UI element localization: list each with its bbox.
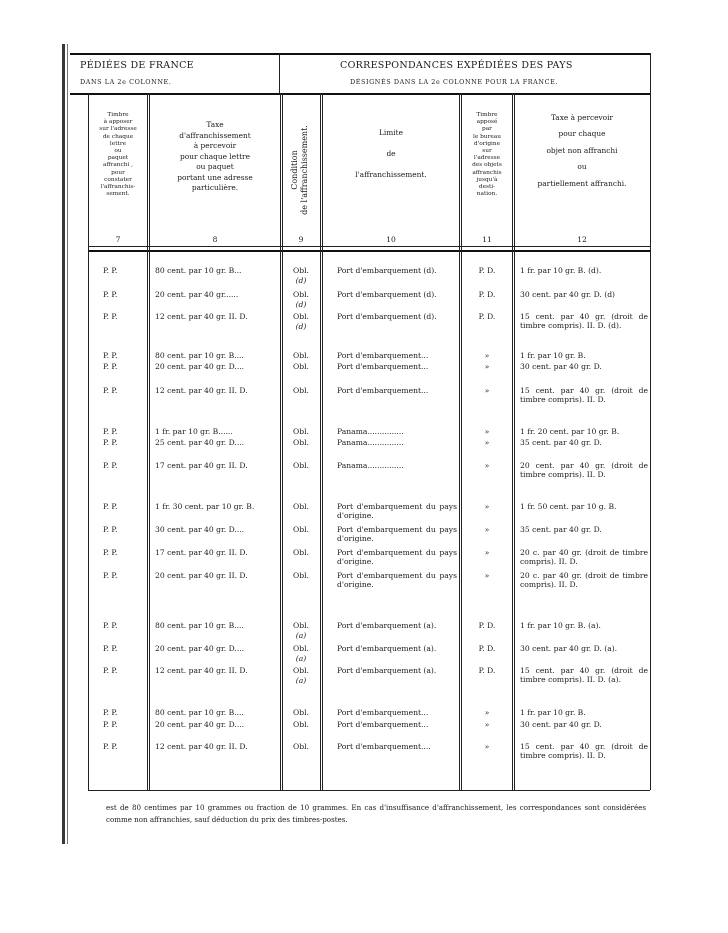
cell-col12-row19: 15 cent. par 40 gr. (droit de timbre compris). II. D.	[520, 742, 648, 760]
cell-col10-row11: Port d'embarquement du pays d'origine.	[337, 525, 457, 543]
cell-col11-row6: »	[484, 386, 490, 395]
cell-col9-note-row1: (d)	[295, 276, 307, 285]
cell-col12-row9: 20 cent. par 40 gr. (droit de timbre compris). II. D.	[520, 461, 648, 479]
body-rule	[88, 250, 650, 252]
cell-col8-row6: 12 cent. par 40 gr. II. D.	[155, 386, 248, 395]
cell-col10-row14: Port d'embarquement (a).	[337, 621, 437, 630]
cell-col8-row12: 17 cent. par 40 gr. II. D.	[155, 548, 248, 557]
cell-col11-row1: P. D.	[478, 266, 496, 275]
col-header-10: Limite de l'affranchissement.	[355, 128, 427, 179]
left-header-subtitle: DANS LA 2e COLONNE.	[80, 78, 172, 86]
cell-col9-row3: Obl.	[293, 312, 309, 321]
cell-col9-row15: Obl.	[293, 644, 309, 653]
cell-col10-row12: Port d'embarquement du pays d'origine.	[337, 548, 457, 566]
cell-col7-row5: P. P.	[103, 362, 118, 371]
col-edge-left	[88, 93, 89, 790]
binding-edge-inner	[67, 44, 68, 844]
cell-col12-row7: 1 fr. 20 cent. par 10 gr. B.	[520, 427, 620, 436]
col-number-12: 12	[577, 235, 587, 244]
cell-col8-row16: 12 cent. par 40 gr. II. D.	[155, 666, 248, 675]
cell-col9-note-row16: (a)	[295, 676, 307, 685]
cell-col12-row5: 30 cent. par 40 gr. D.	[520, 362, 602, 371]
cell-col10-row5: Port d'embarquement...	[337, 362, 429, 371]
cell-col7-row3: P. P.	[103, 312, 118, 321]
cell-col8-row1: 80 cent. par 10 gr. B...	[155, 266, 242, 275]
cell-col10-row19: Port d'embarquement....	[337, 742, 431, 751]
cell-col9-row1: Obl.	[293, 266, 309, 275]
cell-col7-row13: P. P.	[103, 571, 118, 580]
right-header-title: CORRESPONDANCES EXPÉDIÉES DES PAYS	[340, 60, 573, 71]
cell-col9-row8: Obl.	[293, 438, 309, 447]
cell-col10-row1: Port d'embarquement (d).	[337, 266, 437, 275]
cell-col7-row1: P. P.	[103, 266, 118, 275]
cell-col11-row14: P. D.	[478, 621, 496, 630]
left-header-title: PÉDIÉES DE FRANCE	[80, 60, 194, 71]
cell-col12-row4: 1 fr. par 10 gr. B.	[520, 351, 586, 360]
cell-col9-note-row2: (d)	[295, 300, 307, 309]
cell-col8-row15: 20 cent. par 40 gr. D....	[155, 644, 245, 653]
cell-col12-row16: 15 cent. par 40 gr. (droit de timbre compris). II. D. (a).	[520, 666, 648, 684]
col-number-11: 11	[482, 235, 492, 244]
cell-col9-row14: Obl.	[293, 621, 309, 630]
cell-col11-row2: P. D.	[478, 290, 496, 299]
cell-col8-row11: 30 cent. par 40 gr. D....	[155, 525, 245, 534]
col-divider-10-11	[459, 93, 462, 790]
cell-col7-row14: P. P.	[103, 621, 118, 630]
cell-col12-row3: 15 cent. par 40 gr. (droit de timbre compris). II. D. (d).	[520, 312, 648, 330]
cell-col7-row16: P. P.	[103, 666, 118, 675]
cell-col8-row13: 20 cent. par 40 gr. II. D.	[155, 571, 248, 580]
cell-col8-row9: 17 cent. par 40 gr. II. D.	[155, 461, 248, 470]
cell-col9-row2: Obl.	[293, 290, 309, 299]
cell-col11-row8: »	[484, 438, 490, 447]
cell-col7-row10: P. P.	[103, 502, 118, 511]
cell-col8-row19: 12 cent. par 40 gr. II. D.	[155, 742, 248, 751]
cell-col12-row18: 30 cent. par 40 gr. D.	[520, 720, 602, 729]
cell-col7-row9: P. P.	[103, 461, 118, 470]
cell-col11-row10: »	[484, 502, 490, 511]
cell-col10-row18: Port d'embarquement...	[337, 720, 429, 729]
cell-col9-row6: Obl.	[293, 386, 309, 395]
cell-col12-row8: 35 cent. par 40 gr. D.	[520, 438, 602, 447]
col-divider-11-12	[512, 93, 515, 790]
cell-col7-row18: P. P.	[103, 720, 118, 729]
cell-col8-row5: 20 cent. par 40 gr. D....	[155, 362, 245, 371]
col-divider-9-10	[320, 93, 323, 790]
column-number-rule	[88, 246, 650, 247]
cell-col10-row7: Panama...............	[337, 427, 404, 436]
col-divider-7-8	[147, 93, 150, 790]
cell-col12-row17: 1 fr. par 10 gr. B.	[520, 708, 586, 717]
col-header-12: Taxe à percevoir pour chaque objet non affranchi ou partiellement affranchi.	[537, 113, 627, 188]
col-edge-right	[650, 53, 651, 790]
cell-col11-row9: »	[484, 461, 490, 470]
cell-col10-row6: Port d'embarquement...	[337, 386, 429, 395]
cell-col8-row4: 80 cent. par 10 gr. B....	[155, 351, 244, 360]
cell-col9-note-row14: (a)	[295, 631, 307, 640]
cell-col7-row7: P. P.	[103, 427, 118, 436]
cell-col10-row16: Port d'embarquement (a).	[337, 666, 437, 675]
bottom-rule	[88, 790, 650, 791]
cell-col10-row13: Port d'embarquement du pays d'origine.	[337, 571, 457, 589]
right-header-subtitle: DÉSIGNÉS DANS LA 2e COLONNE POUR LA FRANCE.	[350, 78, 558, 86]
cell-col9-row5: Obl.	[293, 362, 309, 371]
cell-col10-row4: Port d'embarquement...	[337, 351, 429, 360]
cell-col10-row15: Port d'embarquement (a).	[337, 644, 437, 653]
col-header-8: Taxe d'affranchissement à percevoir pour chaque lettre ou paquet portant une adresse particulière.	[177, 120, 253, 192]
cell-col7-row11: P. P.	[103, 525, 118, 534]
header-rule	[70, 93, 650, 95]
cell-col12-row12: 20 c. par 40 gr. (droit de timbre compris). II. D.	[520, 548, 648, 566]
cell-col12-row10: 1 fr. 50 cent. par 10 g. B.	[520, 502, 617, 511]
cell-col10-row10: Port d'embarquement du pays d'origine.	[337, 502, 457, 520]
cell-col12-row13: 20 c. par 40 gr. (droit de timbre compris). II. D.	[520, 571, 648, 589]
col-divider-8-9	[280, 93, 283, 790]
cell-col11-row4: »	[484, 351, 490, 360]
col-number-8: 8	[212, 235, 218, 244]
cell-col7-row15: P. P.	[103, 644, 118, 653]
cell-col11-row12: »	[484, 548, 490, 557]
col-number-7: 7	[115, 235, 121, 244]
cell-col9-note-row15: (a)	[295, 654, 307, 663]
cell-col9-row11: Obl.	[293, 525, 309, 534]
cell-col9-row12: Obl.	[293, 548, 309, 557]
cell-col9-row18: Obl.	[293, 720, 309, 729]
col-header-7: Timbre à apposer sur l'adresse de chaque lettre ou paquet affranchi , pour constater l'affranchis- sement.	[99, 112, 137, 198]
cell-col7-row2: P. P.	[103, 290, 118, 299]
cell-col11-row15: P. D.	[478, 644, 496, 653]
cell-col8-row7: 1 fr. par 10 gr. B......	[155, 427, 233, 436]
top-rule	[70, 53, 650, 55]
col-number-10: 10	[386, 235, 396, 244]
col-number-9: 9	[298, 235, 304, 244]
cell-col12-row15: 30 cent. par 40 gr. D. (a).	[520, 644, 618, 653]
cell-col9-row10: Obl.	[293, 502, 309, 511]
cell-col10-row2: Port d'embarquement (d).	[337, 290, 437, 299]
cell-col12-row11: 35 cent. par 40 gr. D.	[520, 525, 602, 534]
cell-col11-row19: »	[484, 742, 490, 751]
cell-col10-row17: Port d'embarquement...	[337, 708, 429, 717]
cell-col12-row2: 30 cent. par 40 gr. D. (d)	[520, 290, 616, 299]
cell-col9-row16: Obl.	[293, 666, 309, 675]
cell-col8-row14: 80 cent. par 10 gr. B....	[155, 621, 244, 630]
cell-col12-row6: 15 cent. par 40 gr. (droit de timbre compris). II. D.	[520, 386, 648, 404]
col-header-11: Timbre apposé par le bureau d'origine sur l'adresse des objets affranchis jusqu'à desti- nation.	[472, 112, 502, 198]
cell-col11-row3: P. D.	[478, 312, 496, 321]
cell-col11-row11: »	[484, 525, 490, 534]
cell-col11-row18: »	[484, 720, 490, 729]
cell-col8-row17: 80 cent. par 10 gr. B....	[155, 708, 244, 717]
header-divider	[279, 53, 280, 93]
cell-col9-row4: Obl.	[293, 351, 309, 360]
cell-col11-row7: »	[484, 427, 490, 436]
cell-col9-row13: Obl.	[293, 571, 309, 580]
cell-col8-row3: 12 cent. par 40 gr. II. D.	[155, 312, 248, 321]
cell-col10-row9: Panama...............	[337, 461, 404, 470]
col-header-9: Condition de l'affranchissement.	[290, 125, 309, 215]
cell-col7-row6: P. P.	[103, 386, 118, 395]
cell-col8-row18: 20 cent. par 40 gr. D....	[155, 720, 245, 729]
cell-col7-row17: P. P.	[103, 708, 118, 717]
cell-col7-row8: P. P.	[103, 438, 118, 447]
cell-col10-row8: Panama...............	[337, 438, 404, 447]
cell-col8-row8: 25 cent. par 40 gr. D....	[155, 438, 245, 447]
cell-col9-row7: Obl.	[293, 427, 309, 436]
cell-col9-row17: Obl.	[293, 708, 309, 717]
cell-col11-row16: P. D.	[478, 666, 496, 675]
binding-edge	[62, 44, 65, 844]
cell-col12-row1: 1 fr. par 10 gr. B. (d).	[520, 266, 602, 275]
cell-col7-row4: P. P.	[103, 351, 118, 360]
cell-col8-row2: 20 cent. par 40 gr......	[155, 290, 239, 299]
cell-col10-row3: Port d'embarquement (d).	[337, 312, 437, 321]
cell-col9-row19: Obl.	[293, 742, 309, 751]
footnote: est de 80 centimes par 10 grammes ou fraction de 10 grammes. En cas d'insuffisance d'affranchissement, les correspondances sont considérées comme non affranchies, sauf déduction du prix des timbres-postes.	[106, 803, 646, 824]
cell-col7-row12: P. P.	[103, 548, 118, 557]
cell-col9-row9: Obl.	[293, 461, 309, 470]
cell-col11-row17: »	[484, 708, 490, 717]
cell-col11-row5: »	[484, 362, 490, 371]
cell-col7-row19: P. P.	[103, 742, 118, 751]
cell-col11-row13: »	[484, 571, 490, 580]
cell-col9-note-row3: (d)	[295, 322, 307, 331]
cell-col12-row14: 1 fr. par 10 gr. B. (a).	[520, 621, 601, 630]
cell-col8-row10: 1 fr. 30 cent. par 10 gr. B.	[155, 502, 255, 511]
